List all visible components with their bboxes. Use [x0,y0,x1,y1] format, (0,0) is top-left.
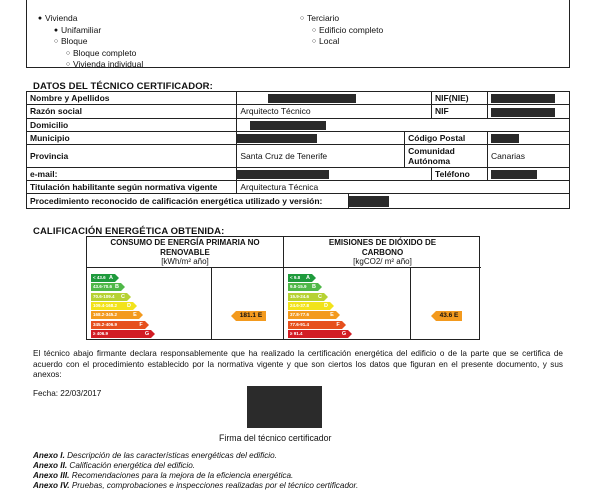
emisiones-header [284,237,481,268]
cp-label: Código Postal [405,131,488,144]
energy-rating-panel [86,236,480,340]
redacted-block [250,121,326,130]
list-item [33,451,358,461]
radio-icon: ○ [299,15,305,22]
table-row [27,92,570,105]
domicilio-value [237,118,570,131]
municipio-label: Municipio [27,131,237,144]
scale-letter: F [336,321,340,328]
nif-nie-label: NIF(NIE) [432,92,488,105]
consumo-unit: [kWh/m² año] [161,257,209,266]
emisiones-title: EMISIONES DE DIÓXIDO DE CARBONO [328,238,437,257]
provincia-value: Santa Cruz de Tenerife [237,145,405,168]
redacted-block [268,94,356,103]
telefono-value [488,168,570,181]
municipio-value [237,131,405,144]
consumo-rating-pointer: 181.1 E [236,311,266,321]
table-row [27,118,570,131]
scale-letter: B [115,284,119,291]
radio-icon: ● [53,26,59,34]
option-edificio-completo[interactable]: ○ Edificio completo [297,25,383,37]
scale-bar-a: < 43.6 [91,274,115,282]
annex-text: Calificación energética del edificio. [69,461,196,470]
scale-letter: B [312,284,316,291]
cp-value [488,131,570,144]
option-local[interactable]: ○ Local [297,36,383,48]
redacted-block [349,196,389,207]
list-item [33,471,358,481]
razon-value: Arquitecto Técnico [237,105,432,118]
scale-letter: D [127,302,131,309]
building-type-left [35,13,143,71]
fecha: Fecha: 22/03/2017 [33,389,102,398]
titulacion-value: Arquitectura Técnica [237,181,570,194]
nif-nie-value [488,92,570,105]
scale-letter: G [341,330,347,337]
scale-bar-e: 37.8-77.6 [288,311,336,319]
divider [211,268,212,339]
declaration-text: El técnico abajo firmante declara responsablemente que ha realizado la certificación energética del edificio o de la parte que se certifica de acuerdo con el procedimiento establecido por la normativa vigente y que son ciertos los datos que figuran en el presente documento, y sus anexos: [33,349,563,379]
emisiones-panel [284,237,481,339]
scale-bar-d: 109.4-168.2 [91,302,133,310]
scale-letter: A [306,275,310,281]
signature-redacted [247,386,322,428]
radio-icon: ○ [311,38,317,45]
scale-letter: G [144,330,150,337]
provincia-label: Provincia [27,145,237,168]
scale-letter: C [121,293,125,300]
scale-letter: A [109,275,113,281]
scale-letter: E [133,312,137,319]
scale-bar-g: ≥ 91.4 [288,330,348,338]
annex-id: Anexo II. [33,461,68,470]
scale-letter: F [139,321,143,328]
table-row [27,105,570,118]
nif-value [488,105,570,118]
tecnico-table [26,91,570,209]
radio-icon: ● [37,15,43,22]
scale-bar-b: 43.6-70.6 [91,283,121,291]
annex-list [33,451,358,491]
table-row [27,181,570,194]
email-value [237,168,432,181]
redacted-block [237,134,317,143]
consumo-header [87,237,283,268]
table-row [27,194,570,208]
redacted-block [491,94,555,103]
redacted-block [491,134,519,143]
nombre-value [237,92,432,105]
radio-icon: ○ [65,61,71,68]
option-vivienda[interactable]: ● Vivienda [35,13,143,25]
radio-icon: ○ [65,49,71,57]
redacted-block [491,170,537,179]
redacted-block [237,170,329,179]
list-item [33,481,358,491]
annex-id: Anexo III. [33,471,70,480]
scale-bar-c: 15.9-24.6 [288,293,324,301]
section-heading-calificacion: CALIFICACIÓN ENERGÉTICA OBTENIDA: [33,226,225,237]
scale-letter: E [330,312,334,319]
scale-bar-f: 345.2-406.9 [91,321,145,329]
annex-text: Pruebas, comprobaciones e inspecciones realizadas por el técnico certificador. [71,481,359,490]
razon-label: Razón social [27,105,237,118]
divider [410,268,411,339]
consumo-title: CONSUMO DE ENERGÍA PRIMARIA NO RENOVABLE [110,238,260,257]
scale-bar-b: 9.8-15.9 [288,283,318,291]
emisiones-rating-pointer: 43.6 E [436,311,462,321]
list-item [33,461,358,471]
scale-bar-c: 70.6-109.4 [91,293,127,301]
emisiones-unit: [kgCO2/ m² año] [353,257,412,266]
annex-id: Anexo IV. [33,481,70,490]
building-type-right [297,13,383,48]
email-label: e-mail: [27,168,237,181]
radio-icon: ○ [311,26,317,34]
scale-bar-e: 168.2-345.2 [91,311,139,319]
scale-bar-g: ≥ 406.9 [91,330,151,338]
consumo-panel [87,237,284,339]
redacted-block [491,108,555,117]
scale-bar-f: 77.6-91.4 [288,321,342,329]
annex-id: Anexo I. [33,451,65,460]
scale-letter: C [318,293,322,300]
option-unifamiliar[interactable]: ● Unifamiliar [35,25,143,37]
firma-label: Firma del técnico certificador [219,433,332,443]
nombre-label: Nombre y Apellidos [27,92,237,105]
table-row [27,168,570,181]
telefono-label: Teléfono [432,168,488,181]
nif-label: NIF [432,105,488,118]
option-bloque[interactable]: ○ Bloque [35,36,143,48]
procedimiento-label: Procedimiento reconocido de calificación energética utilizado y versión: [27,194,349,208]
scale-bar-a: < 9.8 [288,274,312,282]
option-bloque-completo[interactable]: ○ Bloque completo [35,48,143,60]
ca-label: Comunidad Autónoma [405,145,488,168]
annex-text: Recomendaciones para la mejora de la eficiencia energética. [71,471,294,480]
scale-bar-d: 24.6-37.8 [288,302,330,310]
scale-letter: D [324,302,328,309]
procedimiento-value [349,194,570,208]
annex-text: Descripción de las características energéticas del edificio. [67,451,277,460]
option-terciario[interactable]: ○ Terciario [297,13,383,25]
table-row [27,145,570,168]
domicilio-label: Domicilio [27,118,237,131]
section-heading-tecnico: DATOS DEL TÉCNICO CERTIFICADOR: [33,81,213,92]
building-type-box [26,0,570,68]
radio-icon: ○ [53,38,59,45]
table-row [27,131,570,144]
option-vivienda-individual[interactable]: ○ Vivienda individual [35,59,143,71]
titulacion-label: Titulación habilitante según normativa vigente [27,181,237,194]
ca-value: Canarias [488,145,570,168]
